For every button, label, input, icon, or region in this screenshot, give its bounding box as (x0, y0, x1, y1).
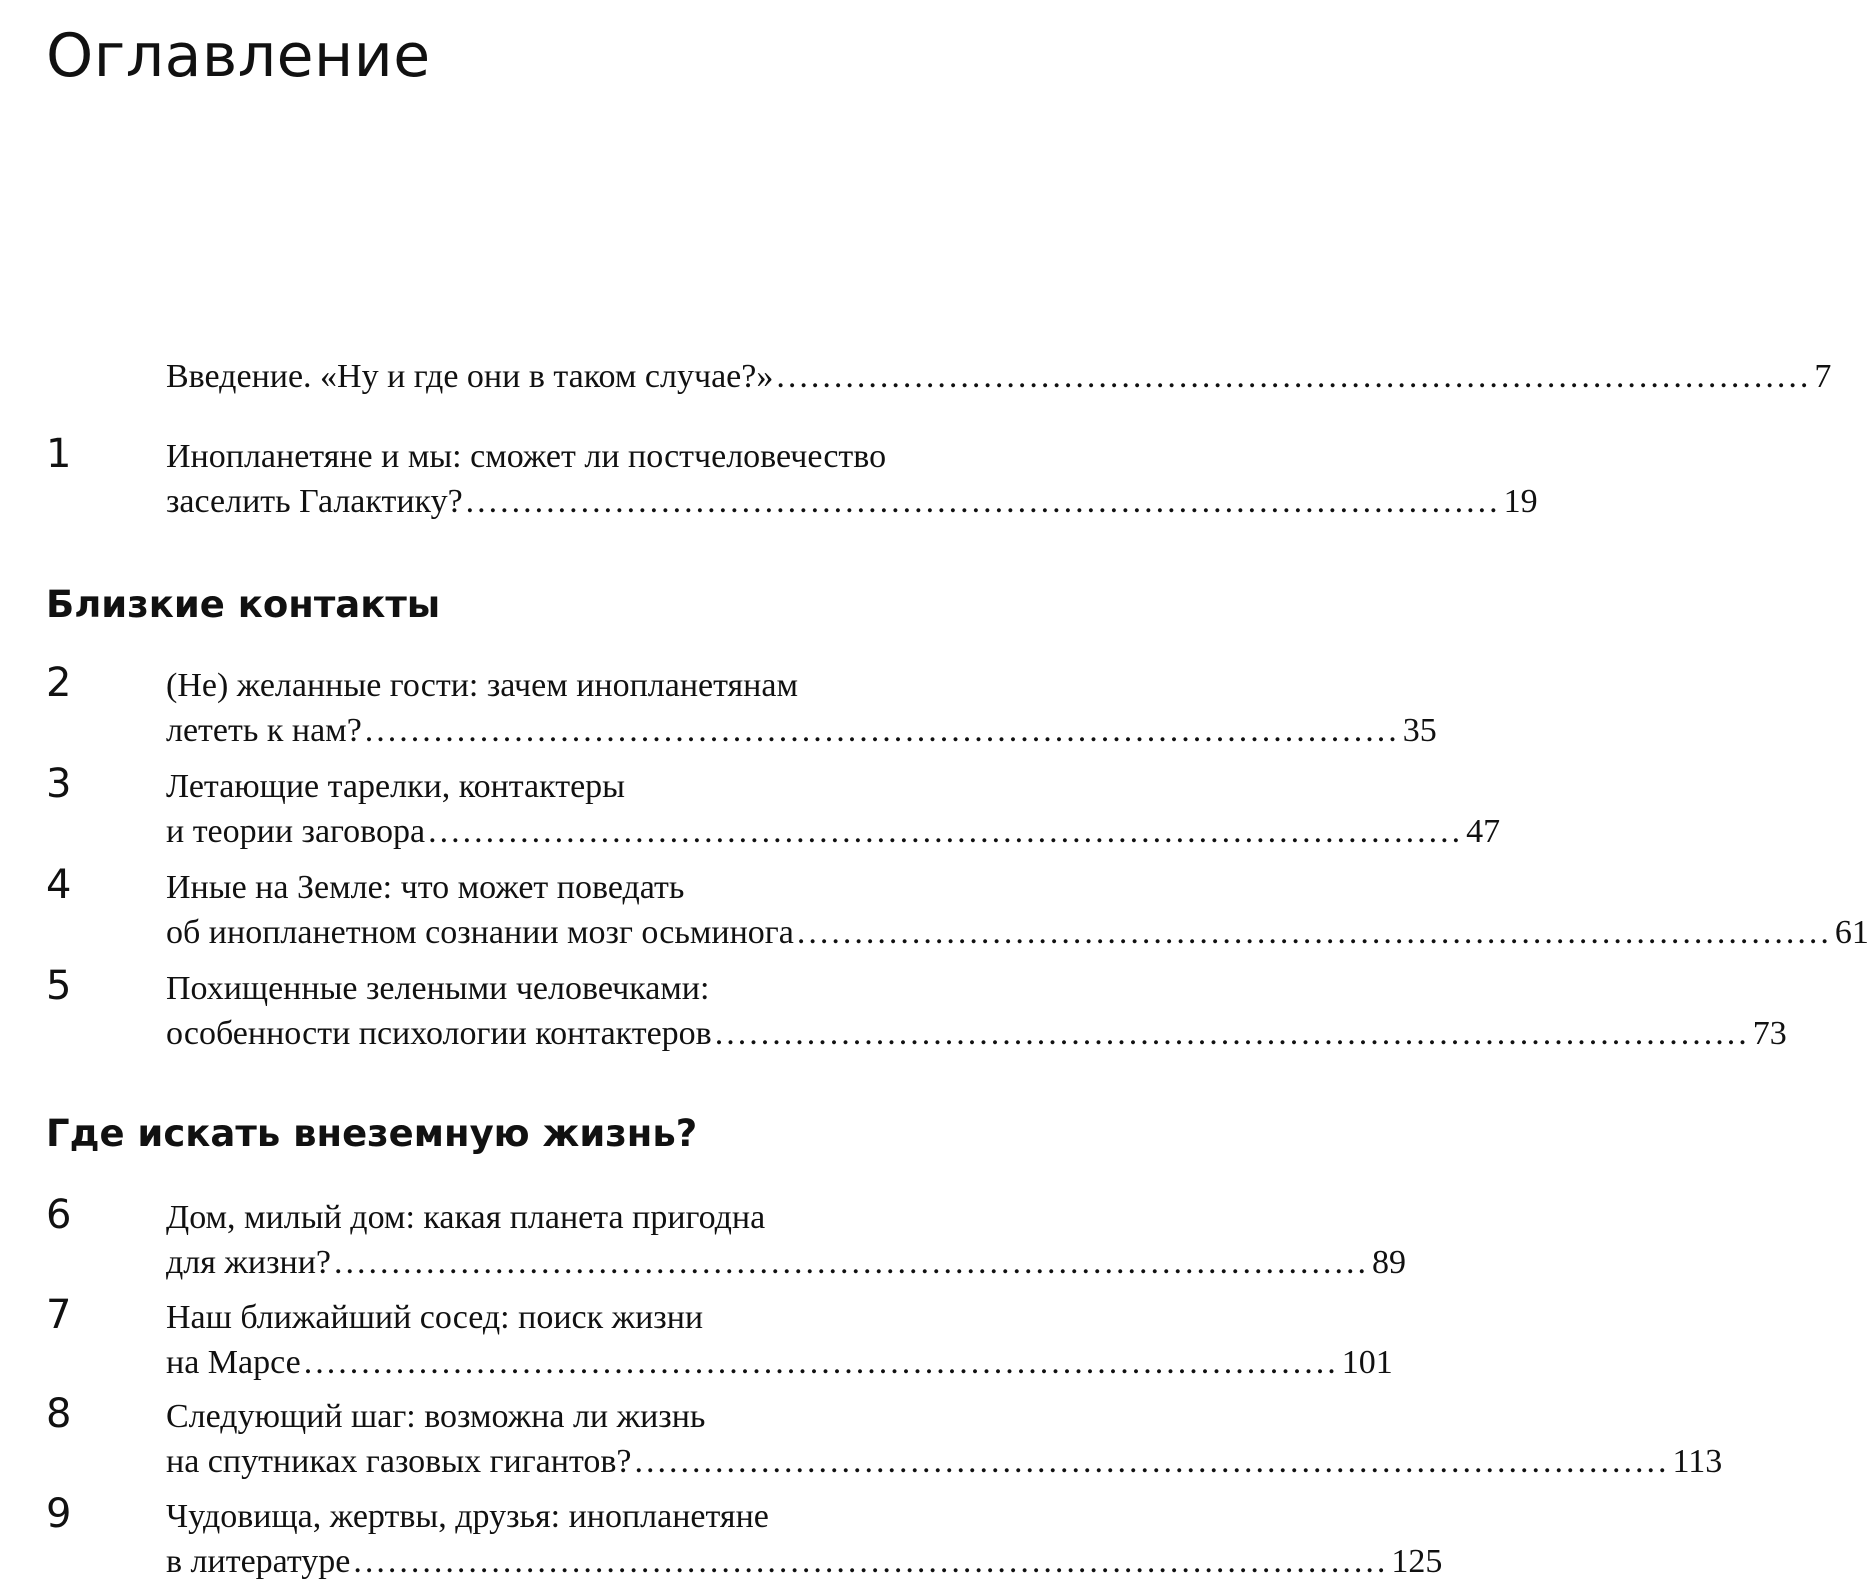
entry-line (166, 708, 1437, 753)
page-number: 35 (1402, 712, 1437, 749)
entry-title-line-1: Чудовища, жертвы, друзья: инопланетяне (166, 1498, 769, 1535)
dot-leader: .......................................................................................... (465, 483, 1501, 520)
chapter-number: 7 (46, 1292, 72, 1338)
page-number: 19 (1503, 483, 1538, 520)
dot-leader: .......................................................................................... (428, 813, 1464, 850)
entry-title-line-1: Иные на Земле: что может поведать (166, 869, 685, 906)
entry-line (166, 1539, 1443, 1584)
chapter-number: 6 (46, 1192, 72, 1238)
toc-entry-chapter-3[interactable] (46, 761, 1501, 854)
entry-text (166, 1394, 1723, 1484)
entry-title-line-1: Летающие тарелки, контактеры (166, 768, 625, 805)
entry-title-line-2: на спутниках газовых гигантов? (166, 1443, 632, 1480)
toc-entry-chapter-8[interactable] (46, 1391, 1723, 1484)
chapter-number: 3 (46, 761, 72, 807)
entry-title-line-2: особенности психологии контактеров (166, 1015, 712, 1052)
entry-title-line-1: Следующий шаг: возможна ли жизнь (166, 1398, 706, 1435)
entry-title-line-1: Дом, милый дом: какая планета пригодна (166, 1199, 766, 1236)
page-number: 113 (1672, 1443, 1723, 1480)
entry-line (166, 479, 1538, 524)
entry-title-line-1: Наш ближайший сосед: поиск жизни (166, 1299, 704, 1336)
entry-text (166, 1195, 1407, 1285)
section-heading-close-contacts: Близкие контакты (46, 583, 441, 626)
entry-line (166, 910, 1869, 955)
dot-leader: .......................................................................................... (353, 1543, 1389, 1580)
entry-text (166, 764, 1501, 854)
toc-entry-chapter-9[interactable] (46, 1491, 1443, 1584)
dot-leader: .......................................................................................... (634, 1443, 1670, 1480)
chapter-number: 9 (46, 1491, 72, 1537)
page-number: 61 (1834, 914, 1869, 951)
toc-entry-chapter-4[interactable] (46, 862, 1869, 955)
dot-leader: .......................................................................................... (714, 1015, 1750, 1052)
entry-title-line-2: на Марсе (166, 1344, 301, 1381)
chapter-number: 8 (46, 1391, 72, 1437)
entry-line (166, 1439, 1723, 1484)
chapter-number: 4 (46, 862, 72, 908)
entry-text (166, 354, 1832, 399)
entry-line (166, 809, 1501, 854)
section-heading-where-to-search: Где искать внеземную жизнь? (46, 1112, 698, 1155)
entry-title: Введение. «Ну и где они в таком случае?» (166, 358, 774, 395)
chapter-number: 1 (46, 431, 72, 477)
toc-entry-chapter-7[interactable] (46, 1292, 1393, 1385)
page-title: Оглавление (46, 21, 431, 91)
entry-line (166, 1340, 1393, 1385)
chapter-number: 2 (46, 660, 72, 706)
entry-text (166, 865, 1869, 955)
entry-text (166, 434, 1538, 524)
entry-title-line-1: Похищенные зелеными человечками: (166, 970, 710, 1007)
page-number: 101 (1341, 1344, 1393, 1381)
page-number: 47 (1466, 813, 1501, 850)
toc-entry-chapter-2[interactable] (46, 660, 1437, 753)
page-number: 73 (1752, 1015, 1787, 1052)
entry-text (166, 1295, 1393, 1385)
toc-entry-chapter-6[interactable] (46, 1192, 1407, 1285)
page-number: 125 (1391, 1543, 1443, 1580)
entry-title-line-2: и теории заговора (166, 813, 426, 850)
dot-leader: .......................................................................................... (776, 358, 1812, 395)
entry-title-line-1: Инопланетяне и мы: сможет ли постчеловечество (166, 438, 887, 475)
toc-entry-chapter-1[interactable] (46, 431, 1538, 524)
chapter-number: 5 (46, 963, 72, 1009)
entry-text (166, 1494, 1443, 1584)
entry-title-line-2: лететь к нам? (166, 712, 362, 749)
entry-text (166, 966, 1787, 1056)
entry-title-line-2: заселить Галактику? (166, 483, 463, 520)
toc-entry-chapter-5[interactable] (46, 963, 1787, 1056)
entry-line (166, 354, 1832, 399)
entry-title-line-2: об инопланетном сознании мозг осьминога (166, 914, 794, 951)
page-number: 89 (1372, 1244, 1407, 1281)
entry-title-line-2: в литературе (166, 1543, 351, 1580)
dot-leader: .......................................................................................... (334, 1244, 1370, 1281)
toc-entry-introduction[interactable] (46, 354, 1832, 399)
page-number: 7 (1814, 358, 1832, 395)
dot-leader: .......................................................................................... (796, 914, 1832, 951)
dot-leader: .......................................................................................... (303, 1344, 1339, 1381)
entry-title-line-2: для жизни? (166, 1244, 332, 1281)
dot-leader: .......................................................................................... (364, 712, 1400, 749)
entry-text (166, 663, 1437, 753)
entry-line (166, 1240, 1407, 1285)
entry-title-line-1: (Не) желанные гости: зачем инопланетянам (166, 667, 798, 704)
entry-line (166, 1011, 1787, 1056)
